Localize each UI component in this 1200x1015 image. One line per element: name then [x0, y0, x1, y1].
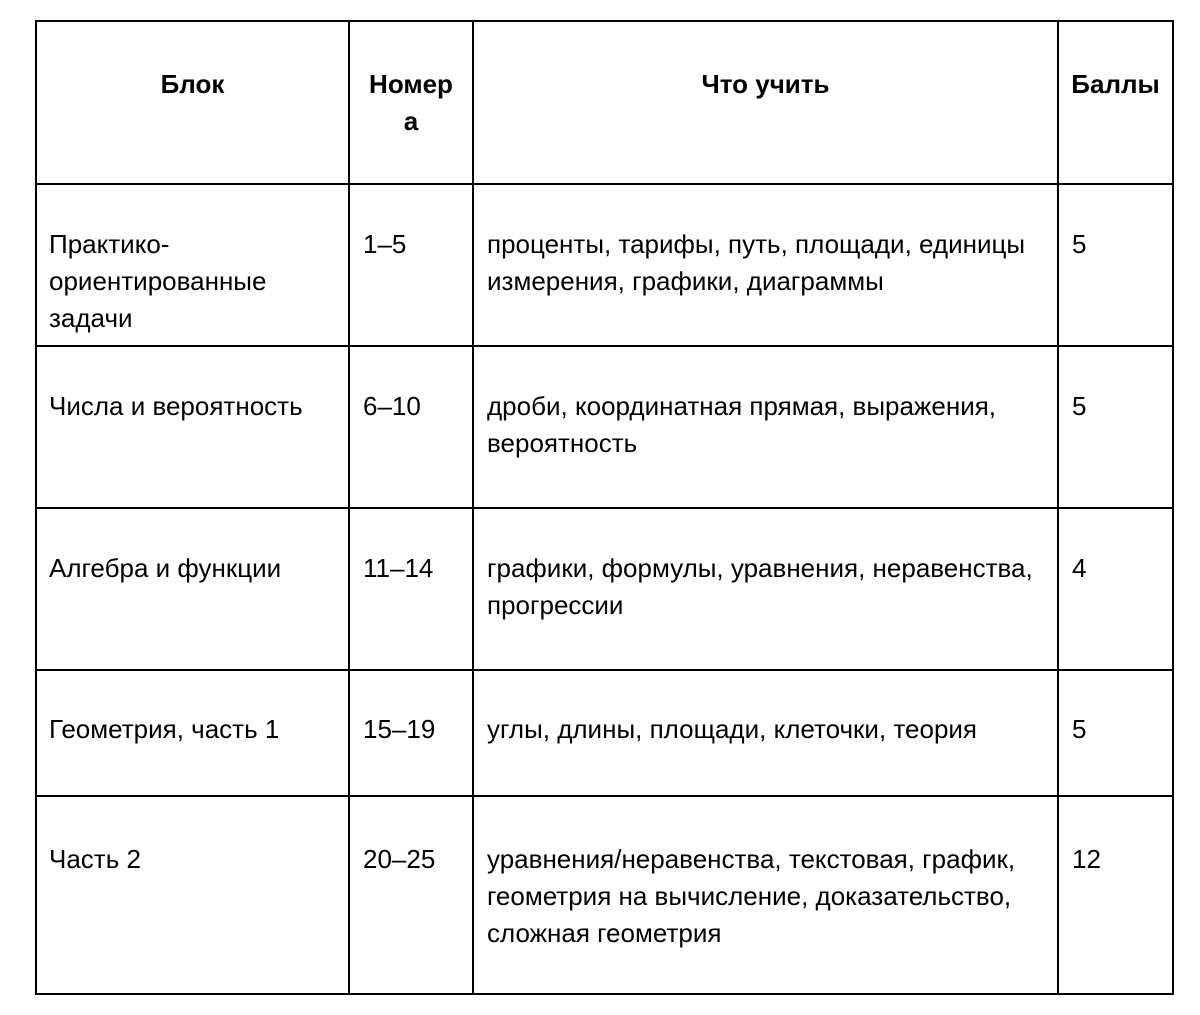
header-block: Блок	[36, 21, 349, 184]
cell-what: проценты, тарифы, путь, площади, единицы измерения, графики, диаграммы	[473, 184, 1058, 346]
cell-points: 5	[1058, 670, 1173, 796]
cell-points: 5	[1058, 184, 1173, 346]
cell-what: углы, длины, площади, клеточки, теория	[473, 670, 1058, 796]
cell-numbers: 20–25	[349, 796, 473, 994]
header-what: Что учить	[473, 21, 1058, 184]
cell-points: 5	[1058, 346, 1173, 508]
table-row	[36, 796, 1173, 994]
cell-numbers: 1–5	[349, 184, 473, 346]
cell-numbers: 6–10	[349, 346, 473, 508]
cell-what: графики, формулы, уравнения, неравенства, прогрессии	[473, 508, 1058, 670]
cell-block: Числа и вероятность	[36, 346, 349, 508]
exam-structure-table	[35, 20, 1174, 995]
cell-points: 12	[1058, 796, 1173, 994]
header-points: Баллы	[1058, 21, 1173, 184]
cell-what: уравнения/неравенства, текстовая, график, геометрия на вычисление, доказательство, сложная геометрия	[473, 796, 1058, 994]
cell-numbers: 11–14	[349, 508, 473, 670]
cell-points: 4	[1058, 508, 1173, 670]
table-row	[36, 184, 1173, 346]
header-numbers: Номера	[349, 21, 473, 184]
cell-block: Алгебра и функции	[36, 508, 349, 670]
cell-block: Геометрия, часть 1	[36, 670, 349, 796]
cell-block: Часть 2	[36, 796, 349, 994]
cell-what: дроби, координатная прямая, выражения, вероятность	[473, 346, 1058, 508]
table-row	[36, 670, 1173, 796]
table-row	[36, 508, 1173, 670]
table-row	[36, 346, 1173, 508]
cell-block: Практико-ориентированные задачи	[36, 184, 349, 346]
cell-numbers: 15–19	[349, 670, 473, 796]
table-header-row	[36, 21, 1173, 184]
